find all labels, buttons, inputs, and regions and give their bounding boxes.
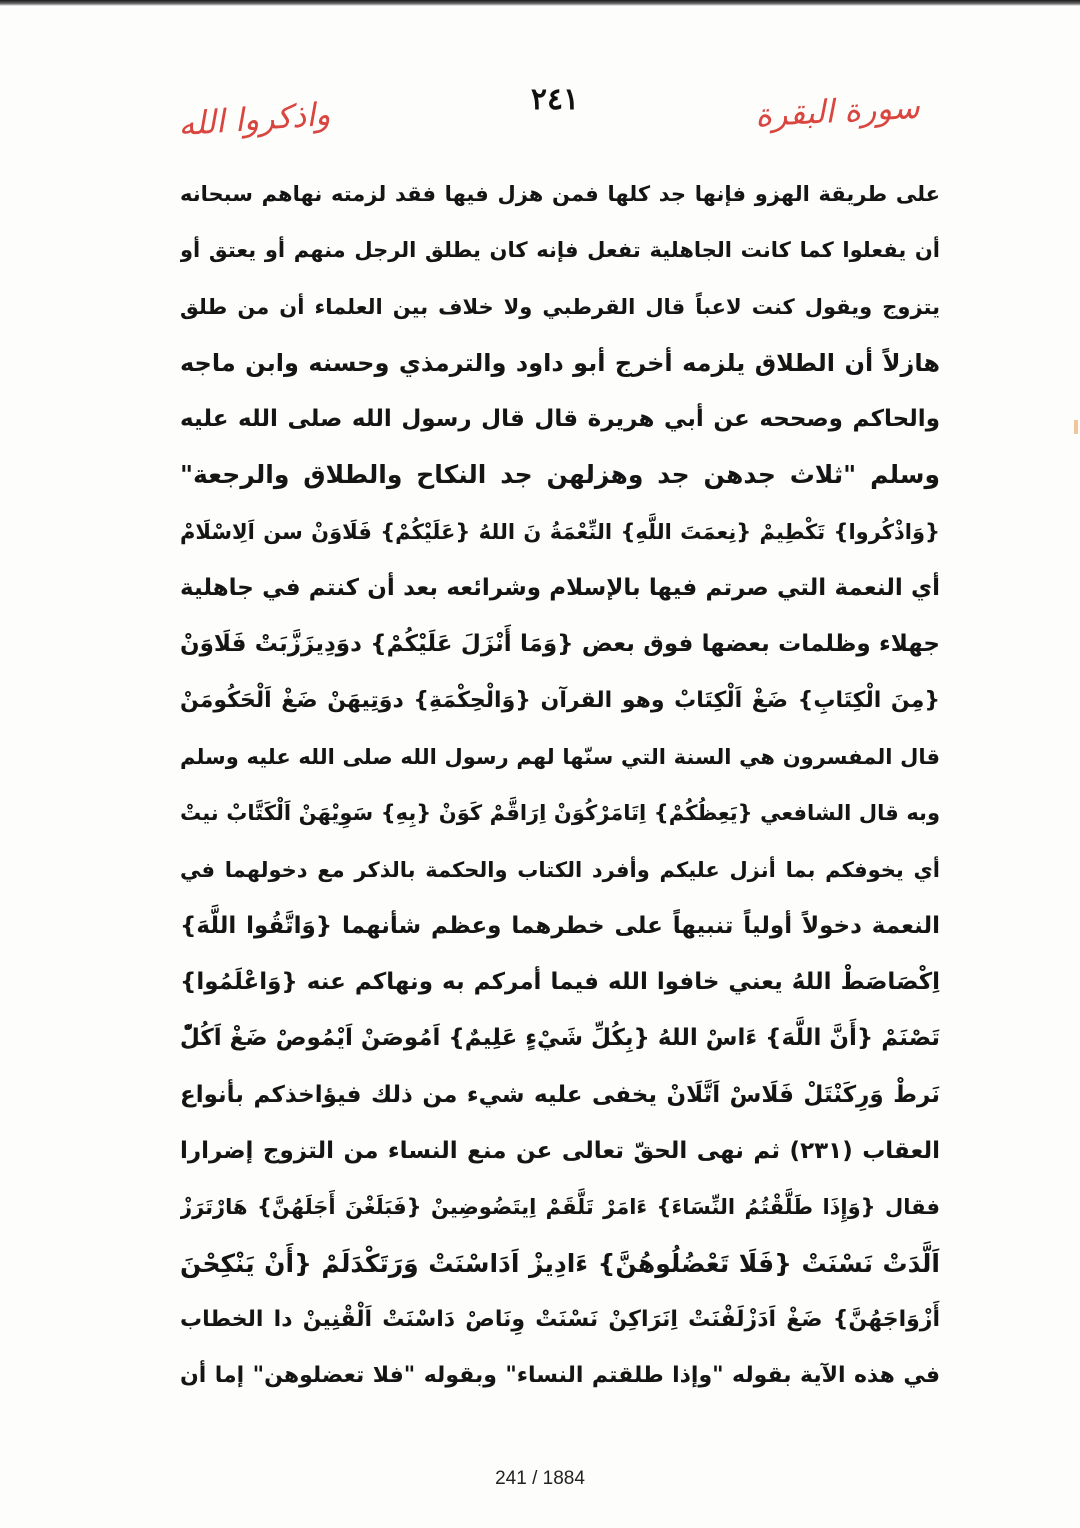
text-line: أي النعمة التي صرتم فيها بالإسلام وشرائعه بعد أن كنتم في جاهلية	[180, 575, 940, 602]
text-line: العقاب (٢٣١) ثم نهى الحقّ تعالى عن منع النساء من التزوج إضرارا	[180, 1138, 940, 1165]
text-line: النعمة دخولاً أولياً تنبيهاً على خطرهما وعظم شأنهما {وَاتَّقُوا اللَّهَ}	[180, 912, 940, 939]
scan-artifact	[1074, 420, 1078, 434]
text-line: على طريقة الهزو فإنها جد كلها فمن هزل فيها فقد لزمته نهاهم سبحانه	[180, 182, 940, 206]
text-line: {مِنَ الْكِتَابِ} ضَغْ اَلْكِتَابْ وهو القرآن {وَالْحِكْمَةِ} دوَتِيهَنْ ضَغْ اَلْحَكُومَنْ	[180, 687, 940, 713]
scan-top-edge	[0, 0, 1080, 6]
text-line: أَزْوَاجَهُنَّ} ضَغْ اَدَزْلَفْنَتْ اِنَرَاكِنْ نَسْنَتْ وِنَاصْ دَاسْنَتْ اَلْقْنِينْ دا الخطاب	[180, 1306, 940, 1332]
text-line: فقال {وَإِذَا طَلَّقْتُمُ النِّسَاءَ} ءَامَرْ تَلَّقَمْ اِيتَضُوضِينْ {فَبَلَغْنَ أَجَلَهُنَّ} هَارْتَرَزْ	[180, 1195, 940, 1220]
text-line: اَلَّدَتْ نَسْنَتْ {فَلَا تَعْضُلُوهُنَّ} ءَادِيزْ اَدَاسْنَتْ وَرَتَكْدَلَمْ {أَنْ يَنْكِحْنَ	[180, 1248, 940, 1278]
text-line: والحاكم وصححه عن أبي هريرة قال قال رسول الله صلى الله عليه	[180, 406, 940, 433]
text-line: في هذه الآية بقوله "وإذا طلقتم النساء" وبقوله "فلا تعضلوهن" إما أن	[180, 1363, 940, 1389]
text-line: قال المفسرون هي السنة التي سنّها لهم رسول الله صلى الله عليه وسلم	[180, 744, 940, 769]
text-line: يتزوج ويقول كنت لاعباً قال القرطبي ولا خلاف بين العلماء أن من طلق	[180, 294, 940, 319]
page-number-arabic: ٢٤١	[530, 82, 580, 117]
text-line: اِكْصَاصَطْ اللهُ يعني خافوا الله فيما أمركم به ونهاكم عنه {وَاعْلَمُوا}	[180, 969, 940, 996]
text-line: جهلاء وظلمات بعضها فوق بعض {وَمَا أَنْزَلَ عَلَيْكُمْ} دوَدِيزَزَّبَتْ فَلَاوَنْ	[180, 631, 940, 658]
text-line: وبه قال الشافعي {يَعِظُكُمْ} اِتَامَرْكُوَنْ اِرَاقَّمْ كَوَنْ {بِهِ} سَوِيْهَنْ اَلْكَتَّابْ نيتْ	[180, 801, 940, 826]
text-line: أي يخوفكم بما أنزل عليكم وأفرد الكتاب والحكمة بالذكر مع دخولهما في	[180, 857, 940, 882]
margin-note-handwritten: واذكروا الله	[176, 94, 332, 144]
page-header	[170, 82, 930, 152]
text-line: وسلم "ثلاث جدهن جد وهزلهن جد النكاح والطلاق والرجعة"	[180, 460, 940, 490]
text-line: هازلاً أن الطلاق يلزمه أخرج أبو داود والترمذي وحسنه وابن ماجه	[180, 348, 940, 377]
surah-name-handwritten: سورة البقرة	[754, 87, 921, 135]
page-indicator: 241 / 1884	[495, 1468, 585, 1489]
text-line: أن يفعلوا كما كانت الجاهلية تفعل فإنه كان يطلق الرجل منهم أو يعتق أو	[180, 238, 940, 263]
tafsir-body	[180, 166, 940, 1405]
text-line: نَرطْ وَرِكَنْتَلْ فَلَاسْ اَتَّلَانْ يخفى عليه شيء من ذلك فيؤاخذكم بأنواع	[180, 1081, 940, 1108]
text-line: {وَاذْكُروا} تَكْطِيمْ {نِعمَتَ اللَّهِ} النِّعْمَةُ نَ اللهُ {عَلَيْكُمْ} فَلَاوَنْ سن اَلِاسْلَامْ	[180, 519, 940, 544]
text-line: تَصْنَمْ {أَنَّ اللَّهَ} ءَاسْ اللهُ {بِكُلِّ شَيْءٍ عَلِيمٌ} اَمُوصَنْ اَيْمُوصْ ضَغْ اَكُلّْ	[180, 1025, 940, 1052]
